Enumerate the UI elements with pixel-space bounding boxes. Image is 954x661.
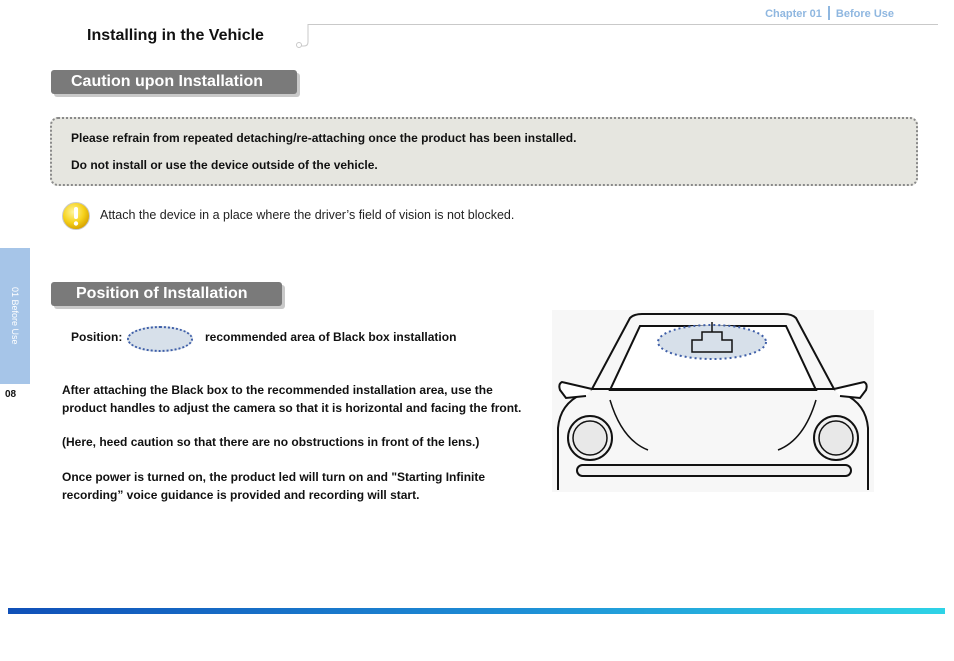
- car-front-illustration: [552, 310, 874, 492]
- instruction-paragraph: Once power is turned on, the product led will turn on and "Starting Infinite recording” voice guidance is provided and recording will start.: [62, 470, 486, 502]
- instruction-paragraph: After attaching the Black box to the recommended installation area, use the product handles to adjust the camera so that it is horizontal and facing the front.: [62, 383, 522, 415]
- footer-gradient-bar: [8, 608, 945, 614]
- page-title: Installing in the Vehicle: [87, 27, 264, 44]
- instruction-paragraph: (Here, heed caution so that there are no obstructions in front of the lens.): [62, 435, 480, 449]
- page-number: 08: [5, 389, 17, 400]
- section-title-position: Position of Installation: [51, 282, 282, 306]
- section-label: Before Use: [835, 8, 894, 20]
- breadcrumb-separator: [828, 6, 830, 20]
- caution-box: [50, 117, 918, 186]
- caution-line: Please refrain from repeated detaching/re-attaching once the product has been installed.: [71, 131, 577, 145]
- side-tab-label: 01 Before Use: [10, 287, 20, 345]
- chapter-breadcrumb: [765, 6, 894, 20]
- header-rule: [308, 24, 938, 25]
- caution-note: Attach the device in a place where the driver’s field of vision is not blocked.: [100, 208, 515, 222]
- caution-line: Do not install or use the device outside of the vehicle.: [71, 158, 378, 172]
- position-label: Position:: [71, 330, 123, 344]
- install-area-legend-icon: [127, 326, 193, 352]
- warning-bulb-icon: [61, 201, 91, 231]
- header-hook-decoration: [296, 24, 312, 50]
- position-legend-text: recommended area of Black box installation: [205, 330, 457, 344]
- section-title-caution: Caution upon Installation: [51, 70, 297, 94]
- chapter-label: Chapter 01: [765, 8, 822, 20]
